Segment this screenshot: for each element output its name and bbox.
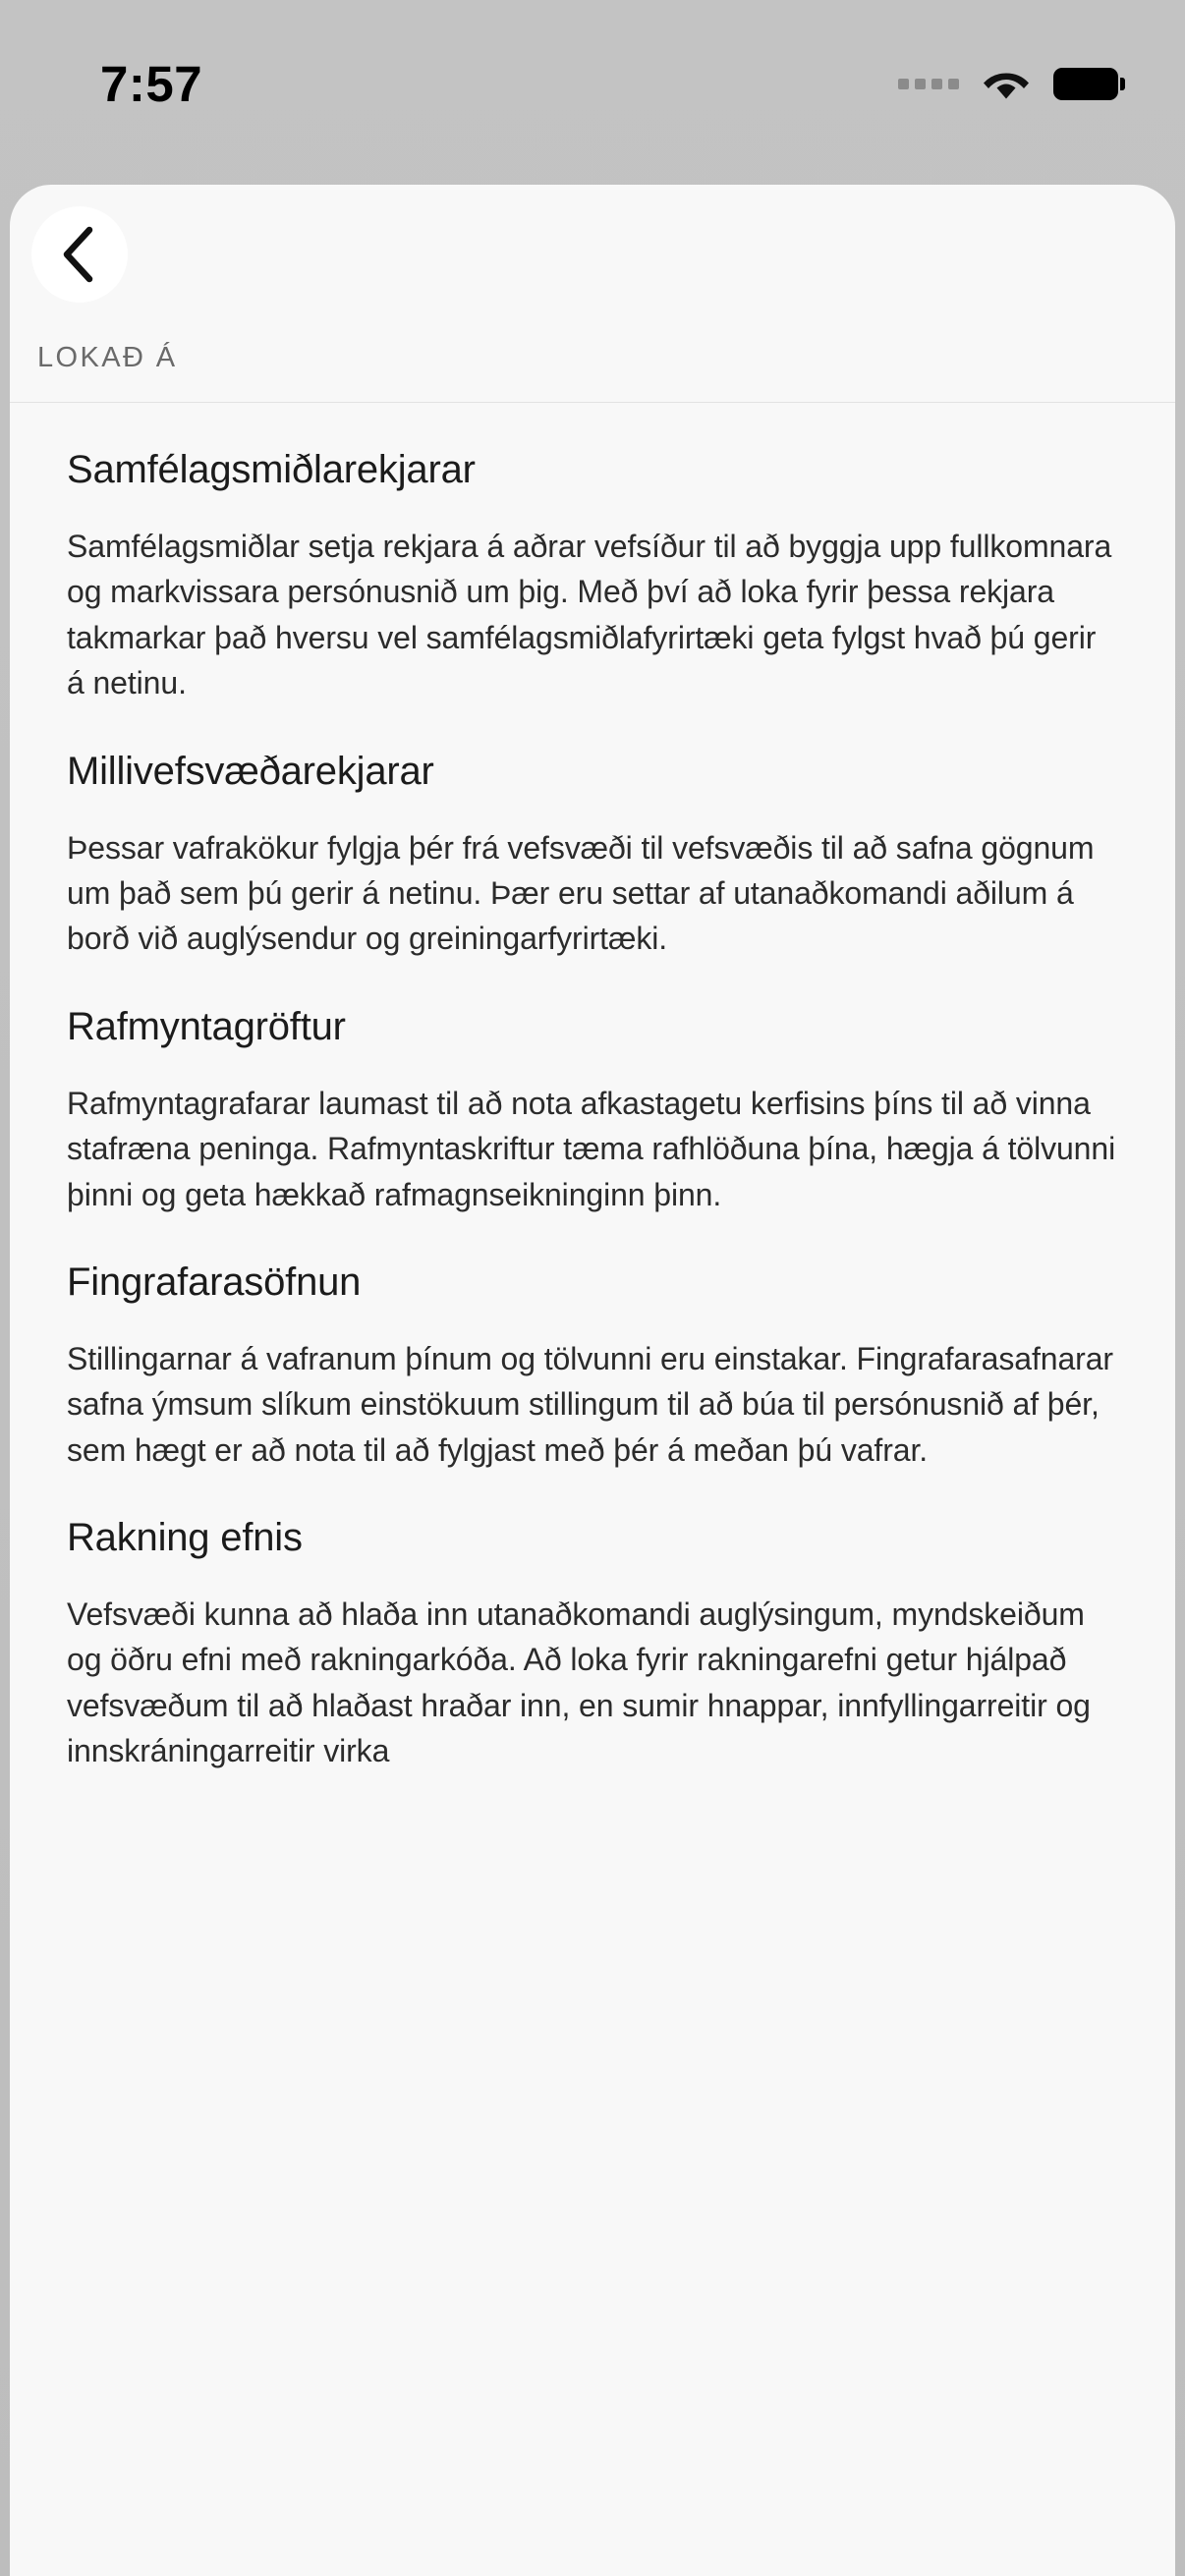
section-title: Rakning efnis [67,1516,303,1560]
back-button[interactable] [31,206,128,303]
list-item [10,1260,1175,1473]
list-item [10,750,1175,962]
chevron-left-icon [59,224,100,285]
sheet-header [10,185,1175,305]
status-bar [0,0,1185,185]
status-icons [898,65,1118,102]
section-title: Millivefsvæðarekjarar [67,749,434,793]
section-title: Samfélagsmiðlarekjarar [67,448,476,491]
list-item [10,1005,1175,1217]
battery-icon [1053,68,1118,100]
settings-sheet [10,185,1175,2576]
section-body: Rafmyntagrafarar laumast til að nota afkastagetu kerfisins þíns til að vinna stafræna peninga. Rafmyntaskriftur tæma rafhlöðuna þína, hægja á tölvunni þinni og geta hækkað rafmagnseikninginn þinn. [67,1085,1116,1212]
status-time: 7:57 [100,55,203,112]
list-item [10,1516,1175,1774]
list-item [10,448,1175,706]
header-divider [10,402,1175,403]
sections-list [10,448,1175,1774]
section-title: Fingrafarasöfnun [67,1260,362,1304]
section-body: Samfélagsmiðlar setja rekjara á aðrar vefsíður til að byggja upp fullkomnara og markvissara persónusnið um þig. Með því að loka fyrir þessa rekjara takmarkar það hversu vel samfélagsmiðlafyrirtæki geta fylgst hvað þú gerir á netinu. [67,529,1112,701]
section-title: Rafmyntagröftur [67,1004,346,1048]
section-label: LOKAÐ Á [37,342,178,373]
section-body: Stillingarnar á vafranum þínum og tölvunni eru einstakar. Fingrafarasafnarar safna ýmsum slíkum einstökuum stillingum til að búa til persónusnið af þér, sem hægt er að nota til að fylgjast með þér á meðan þú vafrar. [67,1340,1113,1468]
section-body: Þessar vafrakökur fylgja þér frá vefsvæði til vefsvæðis til að safna gögnum um það sem þú gerir á netinu. Þær eru settar af utanaðkomandi aðilum á borð við auglýsendur og greiningarfyrirtæki. [67,829,1095,957]
section-body: Vefsvæði kunna að hlaða inn utanaðkomandi auglýsingum, myndskeiðum og öðru efni með rakningarkóða. Að loka fyrir rakningarefni getur hjálpað vefsvæðum til að hlaðast hraðar inn, en sumir hnappar, innfyllingarreitir og innskráningarreitir virka [67,1596,1091,1769]
signal-dots-icon [898,79,959,89]
wifi-icon [981,65,1032,102]
